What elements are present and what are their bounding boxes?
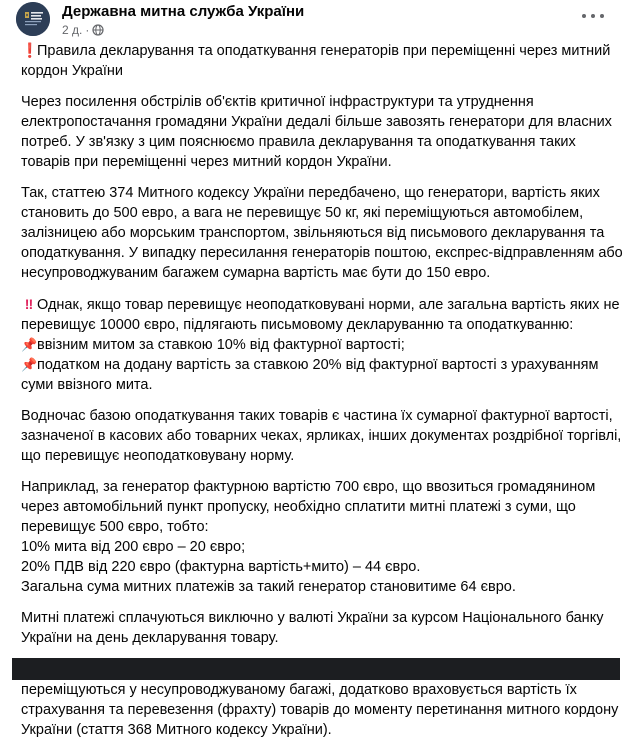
text-line: перевищує 500 євро, тобто: [21,519,209,535]
pushpin-icon: 📌 [21,357,38,372]
title-line-2: кордон України [21,63,124,79]
text-line: Однак, якщо товар перевищує неоподатковувані норми, але загальна вартість яких не [37,297,620,313]
text-line: Через посилення обстрілів об'єктів критичної інфраструктури та утруднення [21,94,534,110]
paragraph-taxation [21,294,620,395]
paragraph-payment [21,608,611,648]
paragraph-example [21,477,611,597]
text-line: електропостачання громадяни України дедалі більше завозять генератори для власних [21,114,612,130]
text-line: зазначеної в касових або товарних чеках, ярликах, інших документах роздрібної торгівлі, [21,428,622,444]
meta-separator: · [85,23,90,37]
text-line: потреб. У зв'язку з цим пояснюємо правила декларування та оподаткування таких [21,134,576,150]
text-line: залізницею або морським транспортом, звільняються від письмового декларування та [21,225,605,241]
text-line: 20% ПДВ від 220 євро (фактурна вартість+мито) – 44 євро. [21,559,421,575]
list-item-vat: податком на додану вартість за ставкою 20% від фактурної вартості з урахуванням [37,357,599,373]
exclamation-icon: ❗ [21,42,39,58]
post-meta [62,23,104,37]
text-line: страхування та перевезення (фрахту) товарів до моменту перетинання митного кордону [21,702,619,718]
page-name-link[interactable]: Державна митна служба України [62,3,305,20]
post-time[interactable]: 2 д. [62,23,83,37]
text-line: через автомобільний пункт пропуску, необхідно сплатити митні платежі з суми, що [21,499,576,515]
paragraph-intro [21,92,611,172]
pushpin-icon: 📌 [21,337,38,352]
double-exclamation-icon: ‼ [24,296,34,312]
text-line: несупроводжуваним багажем сумарна вартість має бути до 150 евро. [21,265,491,281]
paragraph-article-374 [21,183,623,283]
text-line: переміщуються у несупроводжуваному багажі, додатково враховується вартість їх [21,682,577,698]
text-line: України (стаття 368 Митного кодексу України). [21,722,332,738]
text-line: оподаткування. У випадку пересилання генераторів поштою, експрес-відправленням або [21,245,623,261]
post-text [21,40,623,751]
more-options-icon[interactable] [582,10,604,22]
text-line: товарів при переміщенні через митний кордон України. [21,154,392,170]
text-line: що перевищує неоподатковувану норму. [21,448,295,464]
globe-icon[interactable] [92,24,104,36]
text-line: суми ввізного мита. [21,377,153,393]
page-avatar[interactable] [16,2,50,36]
post-card [6,0,623,738]
list-item-duty: ввізним митом за ставкою 10% від фактурної вартості; [37,337,405,353]
paragraph-tax-base [21,406,622,466]
text-line: 10% мита від 200 євро – 20 євро; [21,539,246,555]
post-header [16,2,606,38]
text-line: Водночас базою оподаткування таких товарів є частина їх сумарної фактурної вартості, [21,408,613,424]
text-line: Загальна сума митних платежів за такий генератор становитиме 64 євро. [21,579,516,595]
customs-emblem-icon [16,2,50,36]
text-line: України на день декларування товару. [21,630,279,646]
text-line: становить до 500 евро, а вага не перевищує 50 кг, які переміщуються автомобілем, [21,205,584,221]
text-line: Так, статтею 374 Митного кодексу України передбачено, що генератори, вартість яких [21,185,600,201]
post-title-paragraph [21,40,611,81]
text-line: перевищує 10000 євро, підлягають письмовому декларуванню та оподаткуванню: [21,317,574,333]
text-line: Митні платежі сплачуються виключно у валюті України за курсом Національного банку [21,610,604,626]
text-line: Наприклад, за генератор фактурною вартістю 700 євро, що ввозиться громадянином [21,479,596,495]
title-line-1: Правила декларування та оподаткування генераторів при переміщенні через митний [37,43,611,59]
media-preview-edge [12,658,620,680]
